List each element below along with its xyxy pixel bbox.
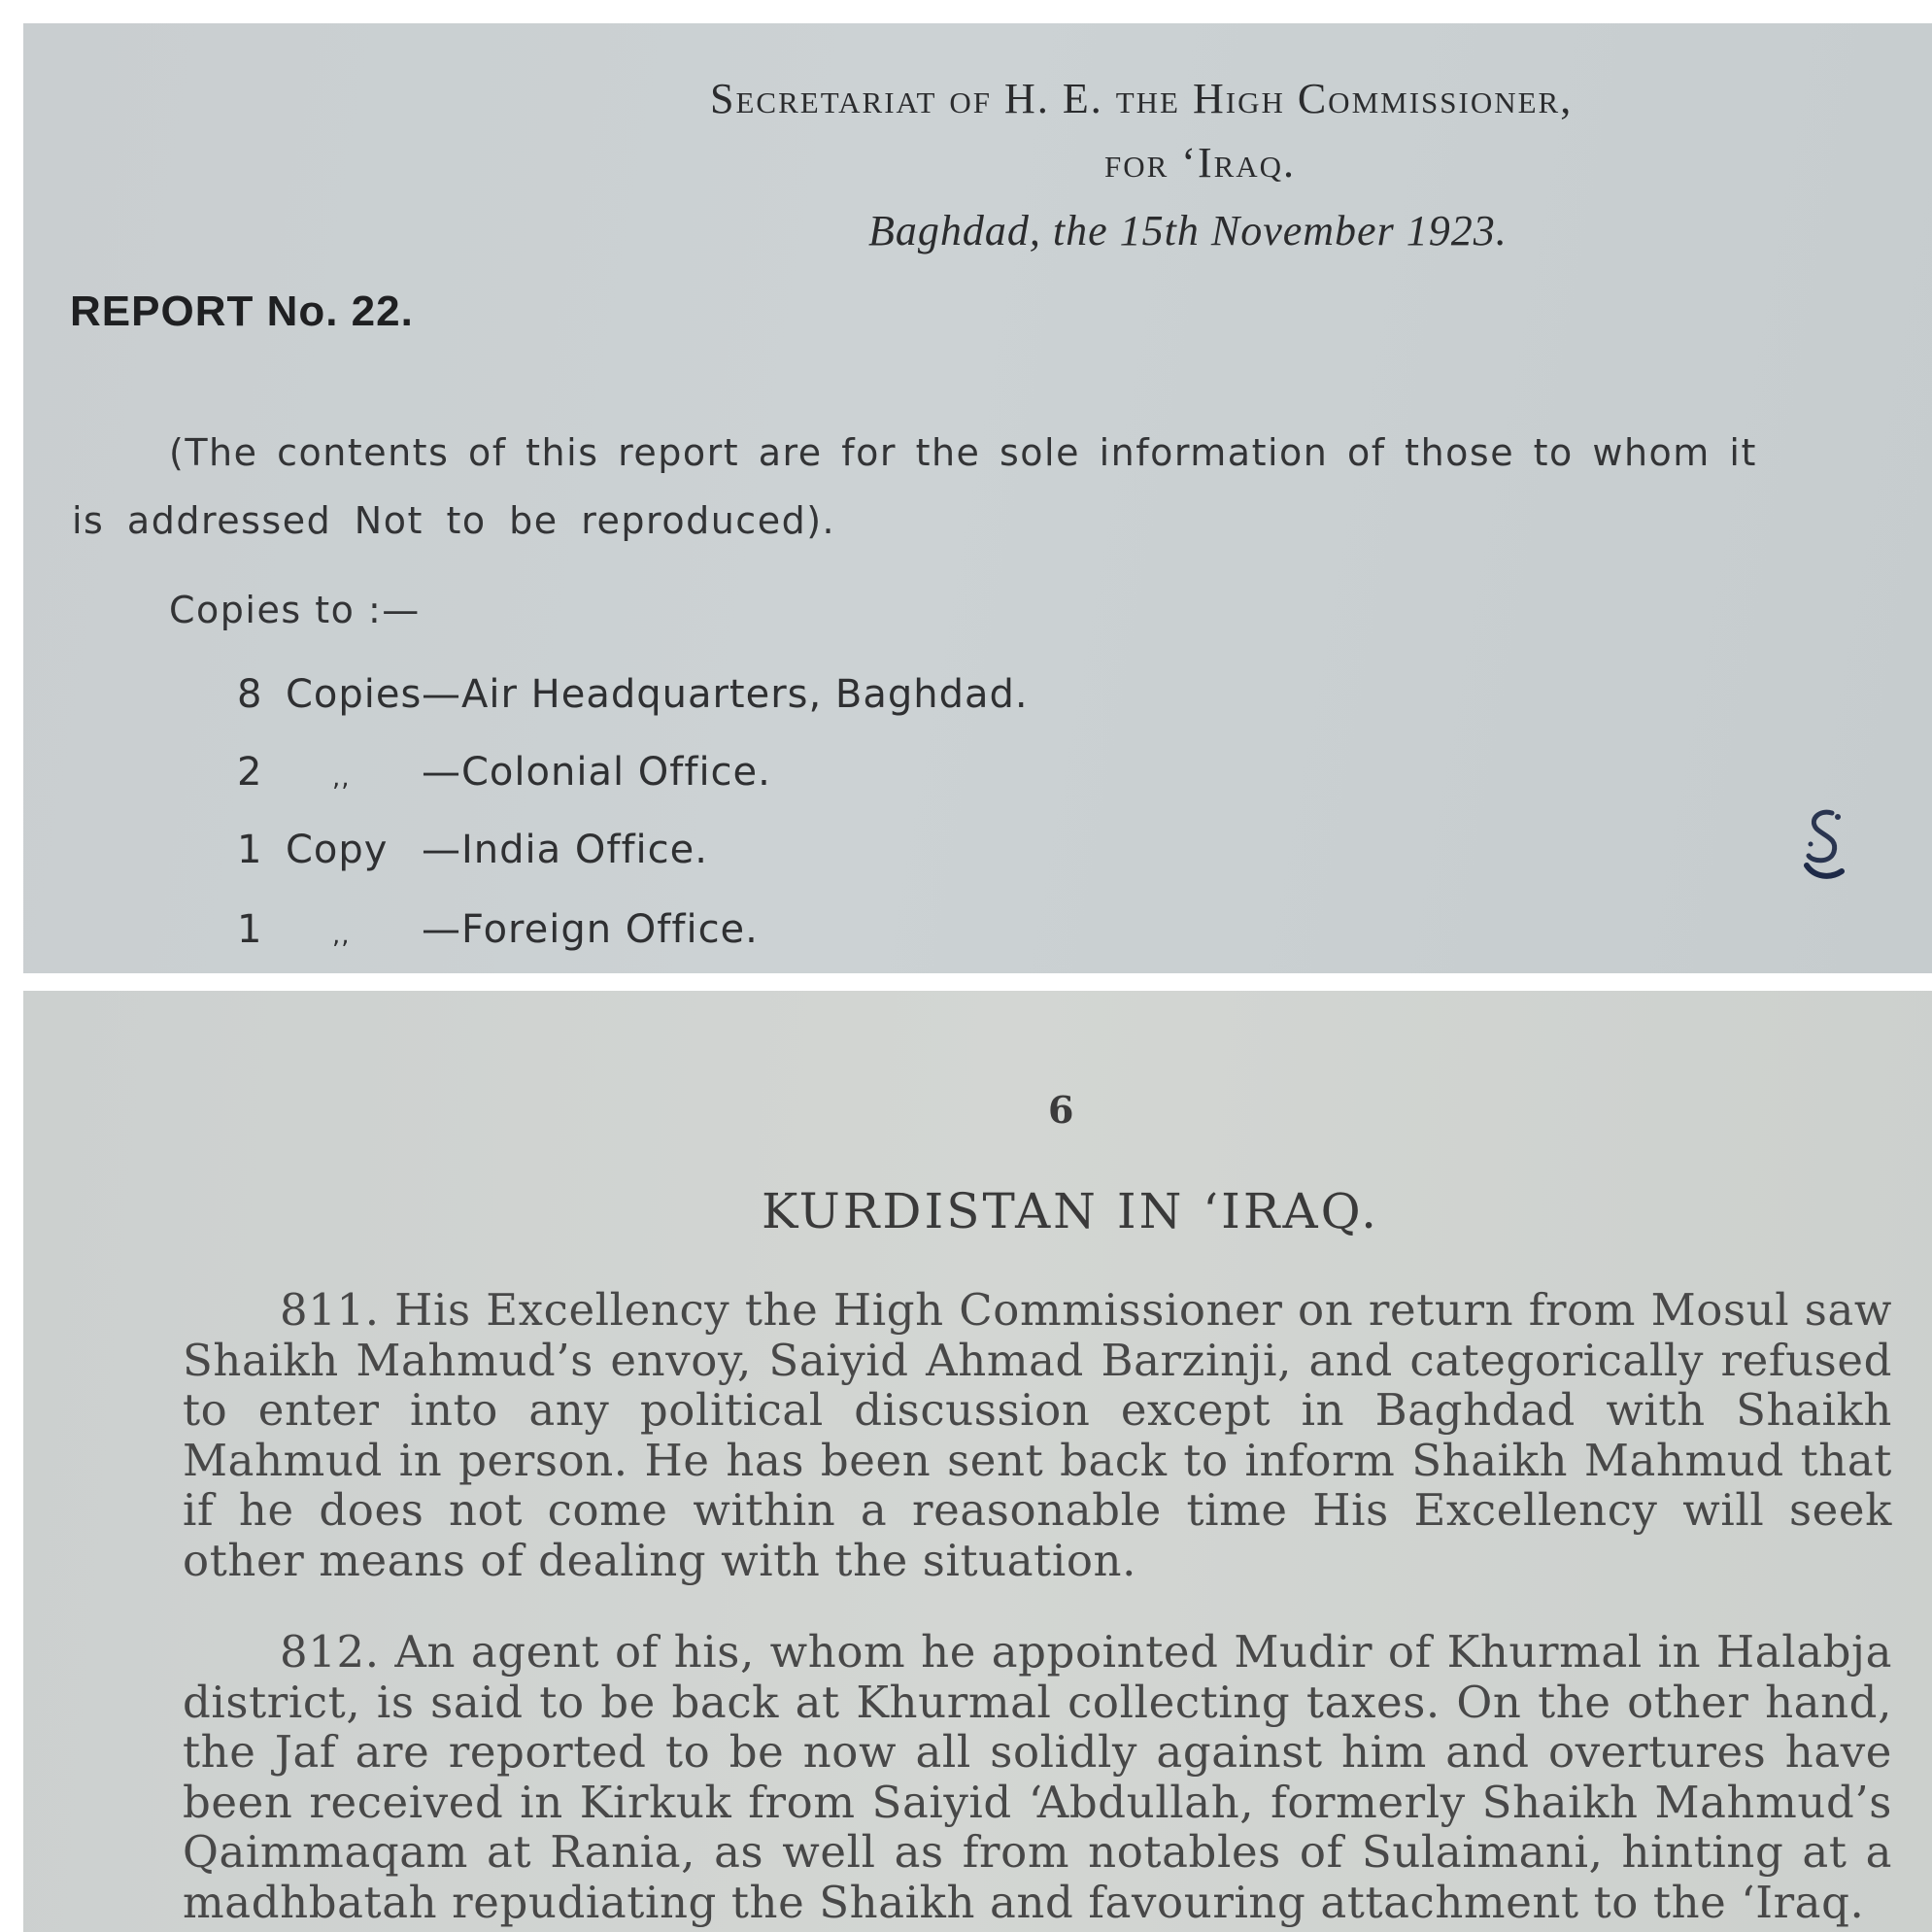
copy-unit: ,, [332, 763, 351, 793]
copy-destination: —Colonial Office. [422, 750, 771, 795]
paragraph-811 [183, 1285, 1892, 1585]
copy-unit: Copy [286, 828, 389, 872]
secretariat-heading-iraq: for ‘Iraq. [1104, 139, 1297, 186]
paragraph-text: An agent of his, whom he appointed Mudir of Khurmal in Halabja district, is said to be back at Khurmal collecting taxes. On the other hand, the Jaf are reported to be now all solidly against him and overtures have been received in Kirkuk from Saiyid ‘Abdullah, formerly Shaikh Mahmud’s Qaimmaqam at Rania, as well as from notables of Sulaimani, hinting at a madhbatah repudiating the Shaikh and favouring attachment to the ‘Iraq. [183, 1626, 1893, 1928]
paragraph-number: 812. [280, 1626, 380, 1678]
paragraph-812 [183, 1627, 1892, 1927]
confidentiality-notice-line-2: is addressed Not to be reproduced). [72, 499, 836, 542]
paragraph-number: 811. [280, 1284, 380, 1336]
copy-destination: —Air Headquarters, Baghdad. [422, 672, 1029, 717]
copy-unit: ,, [332, 921, 351, 950]
copy-unit: Copies [286, 672, 423, 717]
report-page-panel [23, 991, 1932, 1932]
confidentiality-notice-line-1: (The contents of this report are for the sole information of those to whom it [169, 431, 1757, 474]
copy-destination: —Foreign Office. [422, 907, 759, 952]
report-number: REPORT No. 22. [70, 288, 414, 335]
secretariat-heading: Secretariat of H. E. the High Commissioner, [710, 75, 1574, 122]
date-line: Baghdad, the 15th November 1923. [868, 207, 1508, 254]
copy-count: 1 [237, 828, 263, 872]
copy-count: 8 [237, 672, 263, 717]
report-cover-panel [23, 23, 1932, 973]
copy-count: 2 [237, 750, 263, 795]
copy-count: 1 [237, 907, 263, 952]
ink-mark-icon [1791, 805, 1859, 893]
section-title: KURDISTAN IN ‘IRAQ. [762, 1183, 1380, 1239]
copies-to-label: Copies to :— [169, 589, 421, 631]
page-number: 6 [1048, 1088, 1074, 1132]
paragraph-text: His Excellency the High Commissioner on return from Mosul saw Shaikh Mahmud’s envoy, Saiyid Ahmad Barzinji, and categorically refused to enter into any political discussion except in Baghdad with Shaikh Mahmud in person. He has been sent back to inform Shaikh Mahmud that if he does not come within a reasonable time His Excellency will seek other means of dealing with the situation. [183, 1284, 1892, 1586]
copy-destination: —India Office. [422, 828, 708, 872]
